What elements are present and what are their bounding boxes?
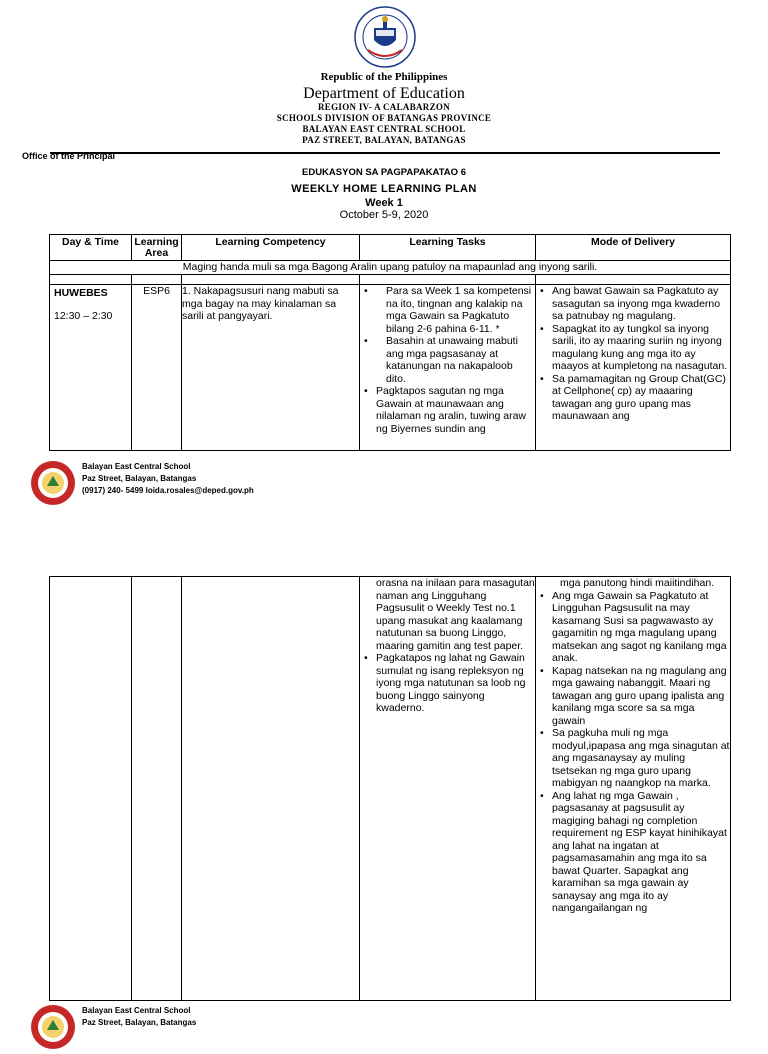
date-range: October 5-9, 2020	[339, 209, 429, 221]
tasks-continuation: orasna na inilaan para masagutan naman ang Lingguhang Pagsusulit o Weekly Test no.1 upang masukat ang kaalamang natutunan sa buong Linggo, maaring gamitin ang test paper.	[376, 577, 535, 652]
school-logo-icon	[30, 1004, 76, 1050]
list-item: • Kapag natsekan na ng magulang ang mga gawaing nabanggit. Maari ng tawagan ang guro upang ipalista ang kanilang mga score sa sa mga gawain	[536, 665, 730, 728]
region-label: REGION IV- A CALABARZON	[318, 102, 450, 112]
list-item: • Para sa Week 1 sa kompetensi na ito, tingnan ang kalakip na mga Gawain sa Pagkatuto bilang 2-6 pahina 6-11. *	[360, 285, 535, 335]
day-time-cell	[50, 577, 132, 1001]
learning-plan-table	[49, 234, 731, 451]
footer-address: Paz Street, Balayan, Batangas	[82, 474, 197, 483]
learning-area-cell	[132, 577, 182, 1001]
table-row	[50, 577, 731, 1001]
footer-school-name: Balayan East Central School	[82, 1006, 191, 1015]
republic-label: Republic of the Philippines	[320, 71, 448, 83]
learning-area-cell: ESP6	[132, 285, 182, 451]
tasks-list	[360, 652, 535, 715]
delivery-list	[536, 590, 730, 915]
footer-page-1	[30, 460, 330, 510]
tasks-cell	[360, 577, 536, 1001]
day-label: HUWEBES	[54, 287, 108, 299]
list-item: • Ang lahat ng mga Gawain , pagsasanay at pagsusulit ay magiging bahagi ng completion requirement ng ESP kayat hinihikayat ang lahat na ingatan at pagsamasamahin ang mga ito sa bawat Quarter. Sapagkat ang karamihan sa mga gawain ay sanaysay ang mga ito ay nangangailangan ng	[536, 790, 730, 915]
delivery-cell	[536, 285, 731, 451]
day-time-cell	[50, 285, 132, 451]
school-logo-icon	[30, 460, 76, 506]
table-row	[50, 285, 731, 451]
table-header-row	[50, 235, 731, 261]
banner-text: Maging handa muli sa mga Bagong Aralin upang patuloy na mapaunlad ang inyong sarili.	[50, 261, 731, 275]
delivery-cell	[536, 577, 731, 1001]
time-label: 12:30 – 2:30	[54, 309, 113, 322]
delivery-list	[536, 285, 730, 423]
footer-text	[82, 1005, 196, 1029]
footer-page-2	[30, 1004, 330, 1054]
header-learning-competency: Learning Competency	[182, 235, 360, 261]
header-rule	[50, 152, 720, 154]
list-item: • Ang bawat Gawain sa Pagkatuto ay sasagutan sa inyong mga kwaderno sa patnubay ng magulang.	[536, 285, 730, 323]
banner-row	[50, 261, 731, 275]
division-label: SCHOOLS DIVISION OF BATANGAS PROVINCE	[276, 113, 492, 123]
competency-cell	[182, 577, 360, 1001]
subject-title: EDUKASYON SA PAGPAPAKATAO 6	[302, 167, 466, 178]
list-item: • Ang mga Gawain sa Pagkatuto at Lingguhan Pagsusulit na may kasamang Susi sa pagwawasto ay gagamitin ng mga magulang upang matsekan ang sagot ng kanilang mga anak.	[536, 590, 730, 665]
list-item: • Sapagkat ito ay tungkol sa inyong sarili, ito ay maaring suriin ng inyong magulang kung ang mga ito ay maayos at kumpletong na nasagutan.	[536, 323, 730, 373]
department-title: Department of Education	[303, 85, 465, 102]
header-mode-of-delivery: Mode of Delivery	[536, 235, 731, 261]
plan-title: WEEKLY HOME LEARNING PLAN	[291, 183, 477, 195]
header-learning-area: Learning Area	[132, 235, 182, 261]
footer-text	[82, 461, 254, 497]
list-item: • Sa pagkuha muli ng mga modyul,ipapasa ang mga sinagutan at ang mgasanaysay ay muling tsetsekan ng mga guro upang mabigyan ng naangkop na marka.	[536, 727, 730, 790]
footer-contact: (0917) 240- 5499 loida.rosales@deped.gov.ph	[82, 486, 254, 495]
office-label: Office of the Principal	[22, 151, 116, 161]
list-item: • Basahin at unawaing mabuti ang mga pagsasanay at katanungan na nakapaloob dito.	[360, 335, 535, 385]
learning-plan-table-continued	[49, 576, 731, 1001]
delivery-continuation: mga panutong hindi maiitindihan.	[560, 577, 715, 589]
document-page-1	[0, 0, 768, 463]
header-learning-tasks: Learning Tasks	[360, 235, 536, 261]
footer-school-name: Balayan East Central School	[82, 462, 191, 471]
list-item: • Sa pamamagitan ng Group Chat(GC) at Cellphone( cp) ay maaaring tawagan ang guro upang mas maunawaan ang	[536, 373, 730, 423]
header-day-time: Day & Time	[50, 235, 132, 261]
address-label: PAZ STREET, BALAYAN, BATANGAS	[302, 135, 466, 145]
competency-cell: 1. Nakapagsusuri nang mabuti sa mga bagay na may kinalaman sa sarili at pangyayari.	[182, 285, 360, 451]
tasks-cell	[360, 285, 536, 451]
tasks-list	[360, 285, 535, 435]
list-item: • Pagktapos sagutan ng mga Gawain at maunawaan ang nilalaman ng aralin, tuwing araw ng Biyernes sundin ang	[360, 385, 535, 435]
week-label: Week 1	[365, 197, 403, 209]
spacer-row	[50, 275, 731, 285]
deped-seal-icon	[354, 6, 416, 68]
footer-address: Paz Street, Balayan, Batangas	[82, 1018, 197, 1027]
list-item: • Pagkatapos ng lahat ng Gawain sumulat ng isang repleksyon ng iyong mga natutunan sa loob ng buong Linggo sainyong kwaderno.	[360, 652, 535, 715]
school-label: BALAYAN EAST CENTRAL SCHOOL	[302, 124, 466, 134]
